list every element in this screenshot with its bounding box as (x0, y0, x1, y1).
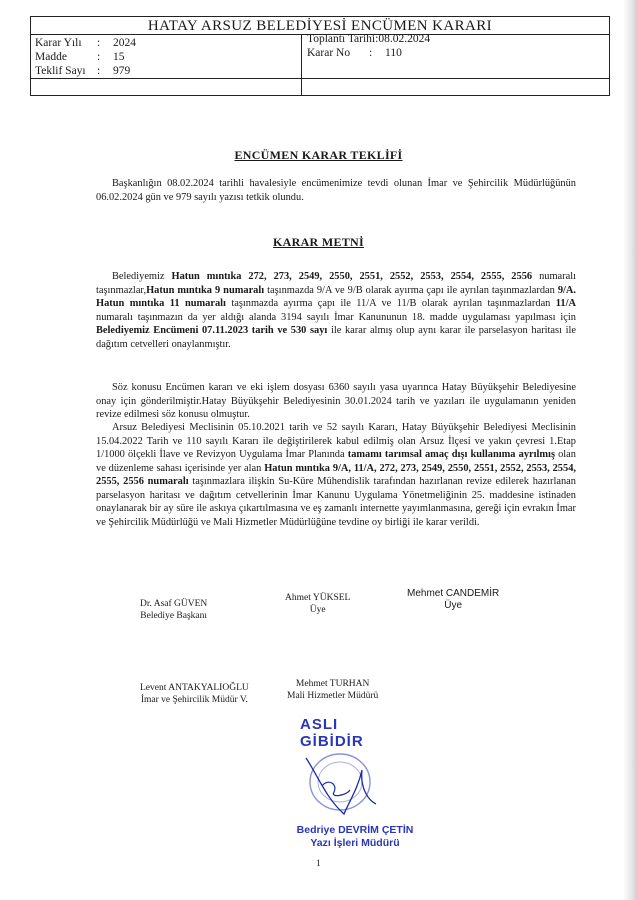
header-divider (31, 78, 609, 79)
stamp-signer (290, 824, 420, 850)
madde-value: 15 (113, 51, 125, 63)
toplanti-tarihi: Toplantı Tarihi:08.02.2024 (307, 33, 431, 45)
signature-antakyalioglu (140, 682, 249, 706)
madde-label: Madde (35, 51, 67, 63)
karar-paragraph-3: Arsuz Belediyesi Meclisinin 05.10.2021 tarih ve 52 sayılı Kararı, Hatay Büyükşehir Belediyesi Meclisinin 15.04.2022 Tarih ve 110 sayılı Kararı ile değiştirilerek kabul edilmiş olan Arsuz İlçesi ve yakın çevresi 1.Etap 1/1000 ölçekli İlave ve Revizyon Uygulama İmar Planında tamamı tarımsal amaç dışı kullanıma ayrılmış olan ve düzenleme sahası içerisinde yer alan Hatun mıntıka 9/A, 11/A, 272, 273, 2549, 2550, 2551, 2552, 2553, 2554, 2555, 2556 numaralı taşınmazlara ilişkin Su-Küre Mühendislik tarafından hazırlanan revize edilerek hazırlanan parselasyon haritası ve dağıtım cetvellerinin İmar Kanunu Uygulama Yönetmeliğinin 25. maddesine istinaden onaylanarak bir ay süre ile askıya çıkartılmasına ve eş zamanlı internette yayımlanmasına, gereği için evrakın İmar ve Şehircilik Müdürlüğü ve Mali Hizmetler Müdürlüğüne tevdine oy birliği ile karar verildi. (96, 422, 576, 528)
signer-name: Levent ANTAKYALIOĞLU (140, 683, 249, 693)
madde-row: Madde : 15 (35, 51, 125, 63)
signature-candemir (407, 588, 499, 612)
karar-yili-row: Karar Yılı : 2024 (35, 37, 136, 49)
official-seal-icon (298, 740, 388, 820)
signature-turhan (287, 678, 378, 702)
stamp-signer-name: Bedriye DEVRİM ÇETİN (296, 824, 414, 836)
teklif-sayi-label: Teklif Sayı (35, 65, 86, 77)
signature-yuksel (285, 592, 350, 616)
signer-title: Üye (309, 605, 326, 615)
teklif-heading: ENCÜMEN KARAR TEKLİFİ (234, 148, 403, 162)
karar-yili-label: Karar Yılı (35, 37, 82, 49)
signer-name: Mehmet TURHAN (295, 679, 370, 689)
scan-edge-shadow (623, 0, 637, 900)
karar-yili-value: 2024 (113, 37, 136, 49)
document-title: HATAY ARSUZ BELEDİYESİ ENCÜMEN KARARI (31, 17, 609, 35)
certified-copy-stamp: ASLI GİBİDİR (300, 716, 364, 750)
signer-name: Mehmet CANDEMİR (407, 588, 500, 599)
karar-no-label: Karar No (307, 47, 351, 59)
teklif-sayi-value: 979 (113, 65, 131, 77)
signature-guven (140, 598, 207, 622)
stamp-signer-title: Yazı İşleri Müdürü (310, 837, 400, 849)
karar-paragraph-2: Söz konusu Encümen kararı ve eki işlem dosyası 6360 sayılı yasa uyarınca Hatay Büyükşehir Belediyesine onay için gönderilmiştir.Hatay Büyükşehir Belediyesinin 30.01.2024 tarih ve yazıları ile uygulamanın yeniden revize edilmesi söz konusu olmuştur. (96, 382, 576, 420)
signer-title: İmar ve Şehircilik Müdür V. (140, 695, 248, 705)
teklif-sayi-row: Teklif Sayı : 979 (35, 65, 131, 77)
signer-title: Üye (444, 600, 463, 611)
karar-paragraph-1: Belediyemiz Hatun mıntıka 272, 273, 2549, 2550, 2551, 2552, 2553, 2554, 2555, 2556 numaralı taşınmazlar,Hatun mıntıka 9 numaralı taşınmazda 9/A ve 9/B olarak ayırma çapı ile ayrılan taşınmazlardan 9/A. Hatun mıntıka 11 numaralı taşınmazda ayırma çapı ile 11/A ve 11/B olarak ayrılan taşınmazlardan 11/A numaralı taşınmazın da yer aldığı alanda 3194 sayılı İmar Kanununun 18. madde uygulaması yapılması için Belediyemiz Encümeni 07.11.2023 tarih ve 530 sayı ile karar almış olup aynı karar ile parselasyon haritası ile dağıtım cetvelleri onaylanmıştır. (96, 271, 577, 350)
karar-no-row: Karar No : 110 (307, 47, 402, 59)
signer-name: Dr. Asaf GÜVEN (140, 599, 208, 609)
page-number: 1 (316, 858, 321, 868)
signer-title: Mali Hizmetler Müdürü (287, 691, 379, 701)
karar-no-value: 110 (385, 47, 402, 59)
header-table (30, 16, 610, 96)
signer-name: Ahmet YÜKSEL (285, 593, 351, 603)
signer-title: Belediye Başkanı (140, 611, 208, 621)
karar-metni-heading: KARAR METNİ (273, 235, 364, 249)
teklif-text: Başkanlığın 08.02.2024 tarihli havalesiyle encümenimize tevdi olunan İmar ve Şehircilik Müdürlüğünün 06.02.2024 gün ve 979 sayılı yazısı tetkik olundu. (96, 178, 576, 203)
header-divider (301, 34, 302, 95)
